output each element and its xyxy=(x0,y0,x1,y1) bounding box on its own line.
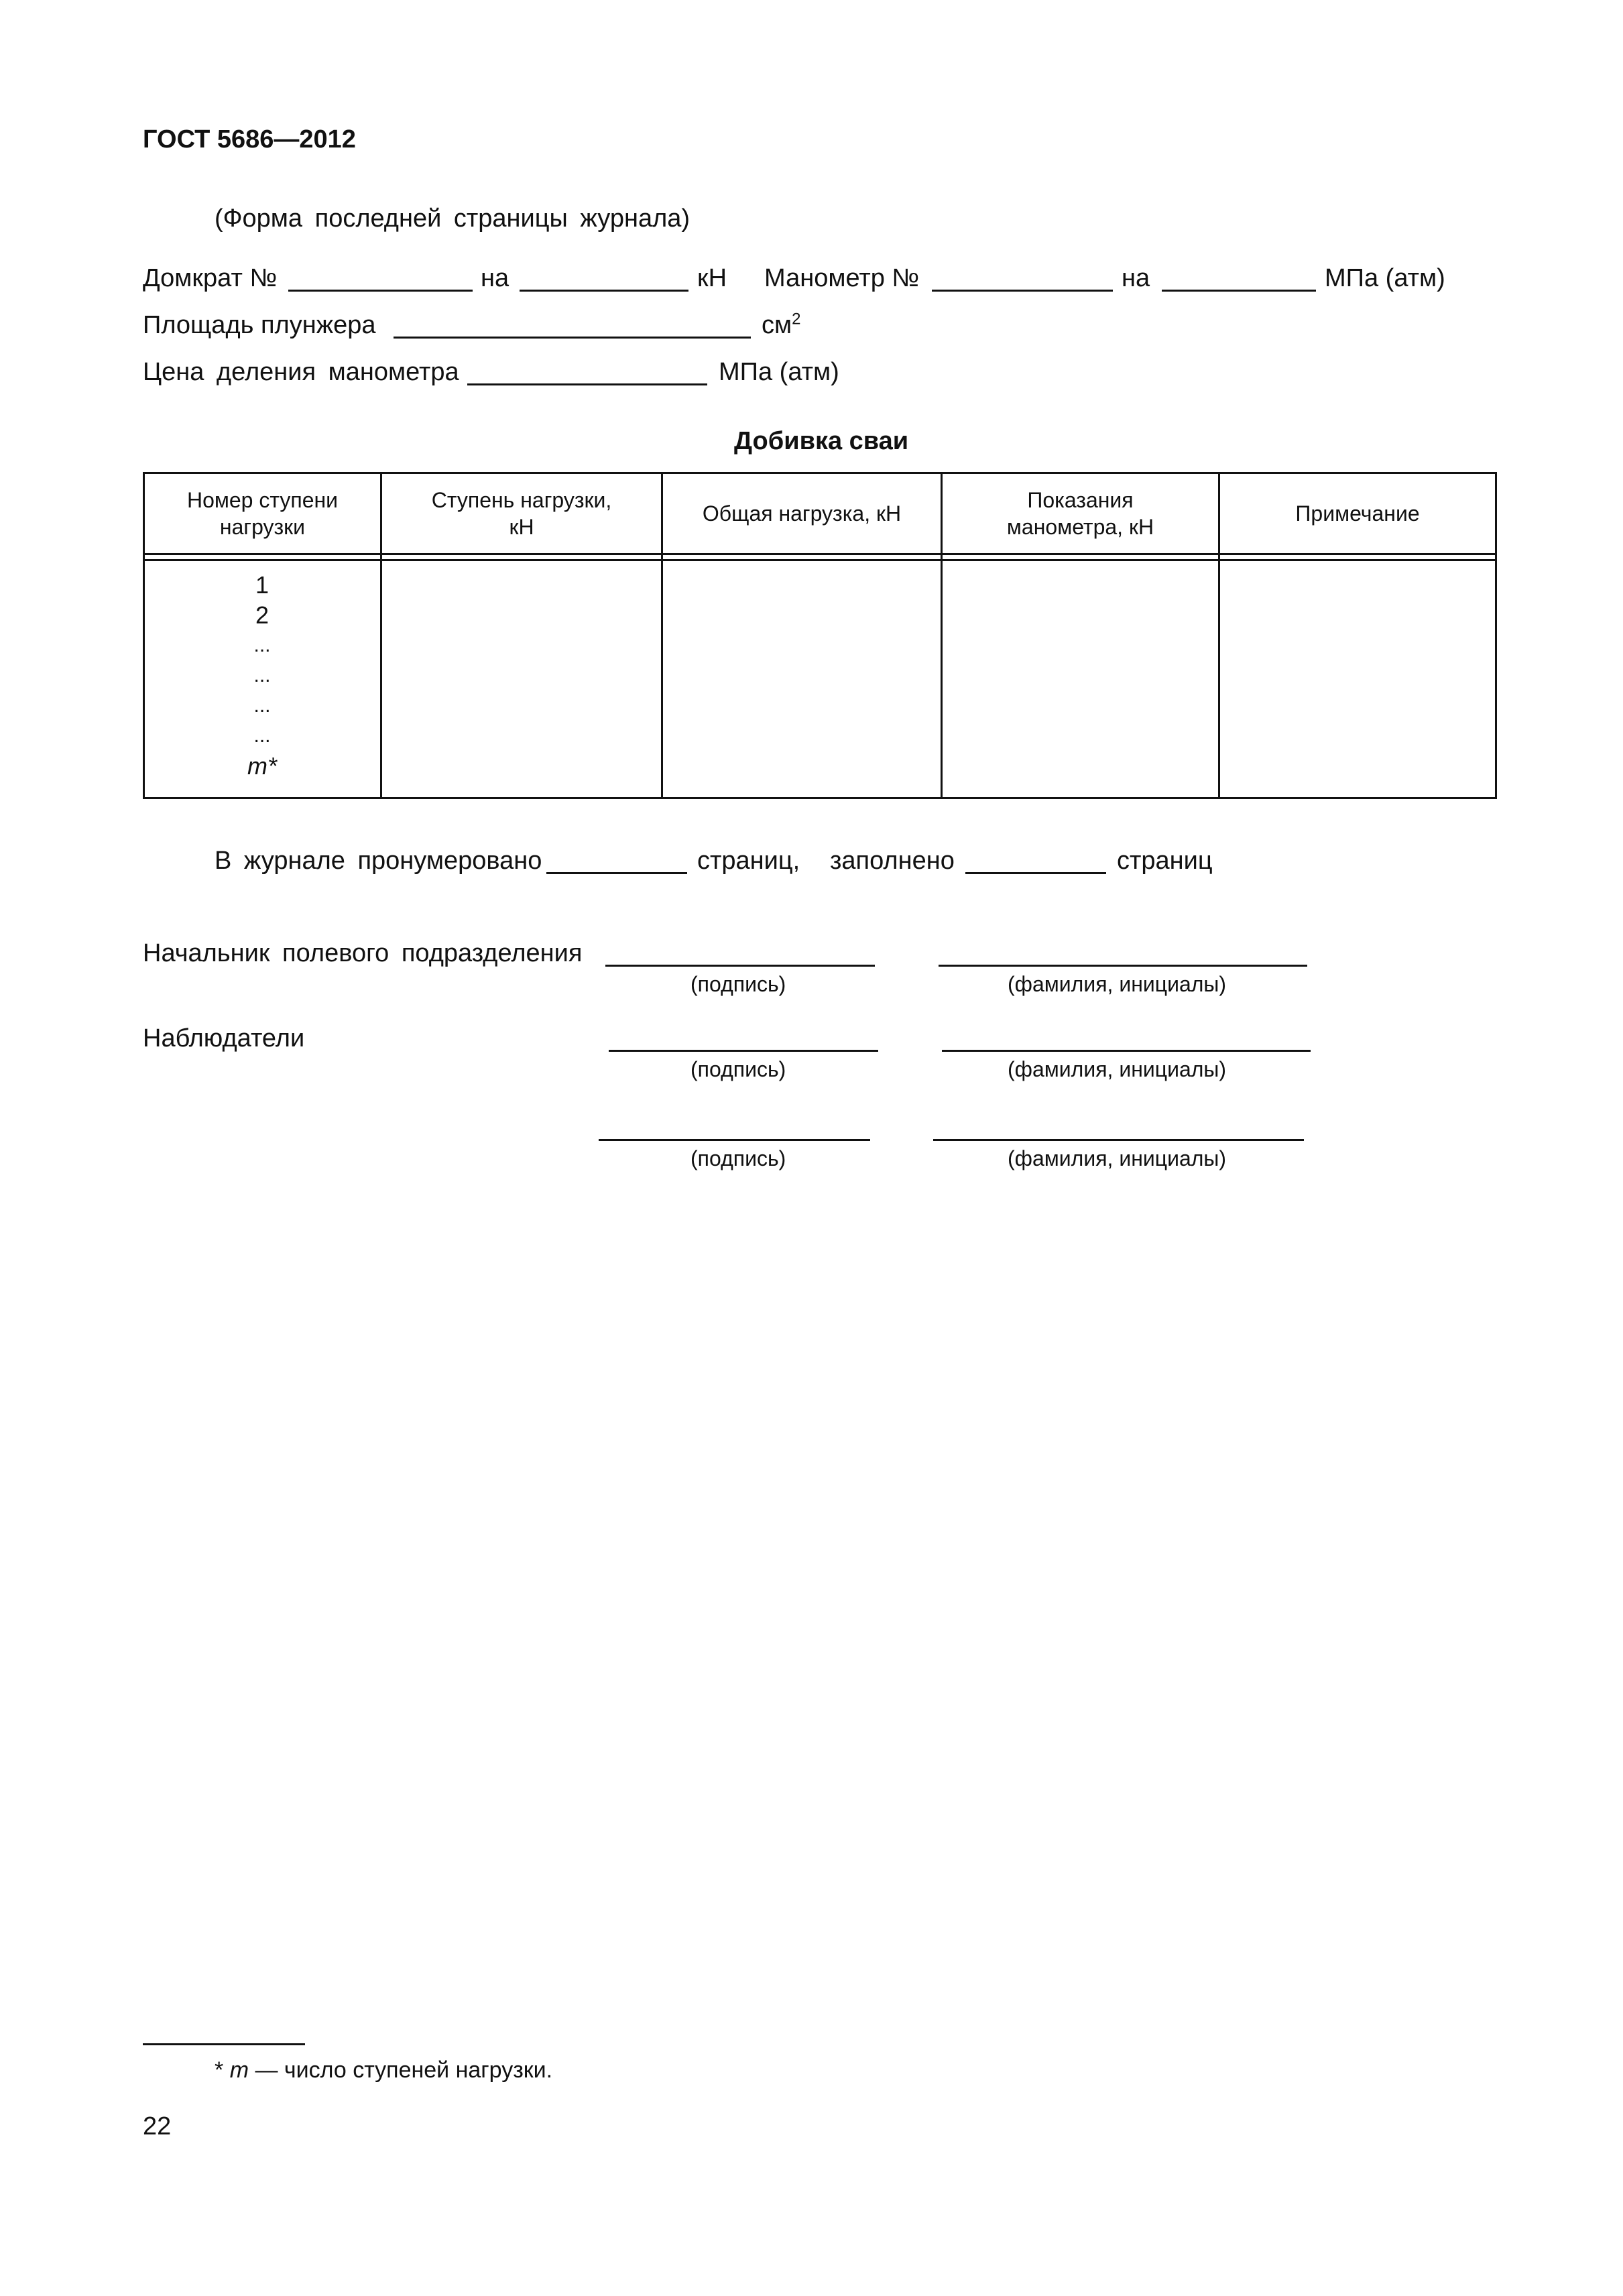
stage-number-last: m* xyxy=(247,752,277,780)
stage-number: 1 xyxy=(255,571,269,599)
stage-number-list xyxy=(143,570,381,781)
column-header-stage-number: Номер ступени нагрузки xyxy=(186,488,339,539)
footnote-variable: m xyxy=(229,2057,249,2083)
column-header-gauge-reading: Показания манометра, кН xyxy=(1006,488,1154,539)
stage-number: 2 xyxy=(255,601,269,629)
stage-number: ... xyxy=(253,725,271,747)
gauge-range-blank[interactable] xyxy=(1162,290,1316,292)
jack-unit: кН xyxy=(697,264,727,292)
jack-capacity-blank[interactable] xyxy=(520,290,688,292)
header-divider-bottom xyxy=(143,559,1497,561)
stage-number: ... xyxy=(253,634,271,656)
signature-caption: (подпись) xyxy=(690,1146,786,1170)
gauge-unit: МПа (атм) xyxy=(1325,264,1445,292)
column-header-note: Примечание xyxy=(1295,501,1420,526)
signature-caption: (подпись) xyxy=(690,1057,786,1081)
name-caption: (фамилия, инициалы) xyxy=(1008,972,1227,996)
observer1-signature-line[interactable] xyxy=(609,1050,878,1052)
footnote-mark: * xyxy=(215,2057,224,2083)
page-number: 22 xyxy=(143,2112,172,2140)
pages-numbered-blank[interactable] xyxy=(546,872,687,874)
form-caption: (Форма последней страницы журнала) xyxy=(215,204,690,233)
observer2-name-line[interactable] xyxy=(933,1139,1304,1141)
plunger-label: Площадь плунжера xyxy=(143,311,376,339)
column-header-total-load: Общая нагрузка, кН xyxy=(702,501,902,526)
pages-word-2: страниц xyxy=(1117,847,1213,875)
pages-filled-label: заполнено xyxy=(830,847,955,875)
chief-label: Начальник полевого подразделения xyxy=(143,939,583,967)
plunger-unit-exponent: 2 xyxy=(792,310,801,328)
table-title: Добивка сваи xyxy=(734,427,909,455)
name-caption: (фамилия, инициалы) xyxy=(1008,1057,1227,1081)
jack-number-blank[interactable] xyxy=(288,290,473,292)
observers-label: Наблюдатели xyxy=(143,1024,305,1052)
pages-numbered-label: В журнале пронумеровано xyxy=(215,847,542,875)
column-header-load-step: Ступень нагрузки, кН xyxy=(431,488,612,539)
chief-name-line[interactable] xyxy=(939,965,1307,967)
load-table xyxy=(143,472,1497,799)
plunger-unit: $см^2$ xyxy=(762,310,801,339)
name-caption: (фамилия, инициалы) xyxy=(1008,1146,1227,1170)
footnote xyxy=(215,2057,552,2083)
gauge-number-blank[interactable] xyxy=(932,290,1113,292)
observer1-name-line[interactable] xyxy=(942,1050,1311,1052)
division-unit: МПа (атм) xyxy=(719,358,839,386)
footnote-separator xyxy=(143,2043,305,2045)
gauge-label: Манометр № xyxy=(764,264,920,292)
pages-word-1: страниц, xyxy=(697,847,800,875)
jack-on-label: на xyxy=(481,264,509,292)
division-value-blank[interactable] xyxy=(467,383,707,385)
document-header: ГОСТ 5686—2012 xyxy=(143,125,356,154)
footnote-text: — число ступеней нагрузки. xyxy=(255,2057,553,2083)
stage-number: ... xyxy=(253,664,271,686)
division-label: Цена деления манометра xyxy=(143,358,459,386)
pages-filled-blank[interactable] xyxy=(965,872,1106,874)
gauge-on-label: на xyxy=(1122,264,1150,292)
jack-label: Домкрат № xyxy=(143,264,278,292)
observer2-signature-line[interactable] xyxy=(599,1139,870,1141)
chief-signature-line[interactable] xyxy=(605,965,875,967)
stage-number: ... xyxy=(253,694,271,717)
plunger-area-blank[interactable] xyxy=(394,337,751,339)
signature-caption: (подпись) xyxy=(690,972,786,996)
